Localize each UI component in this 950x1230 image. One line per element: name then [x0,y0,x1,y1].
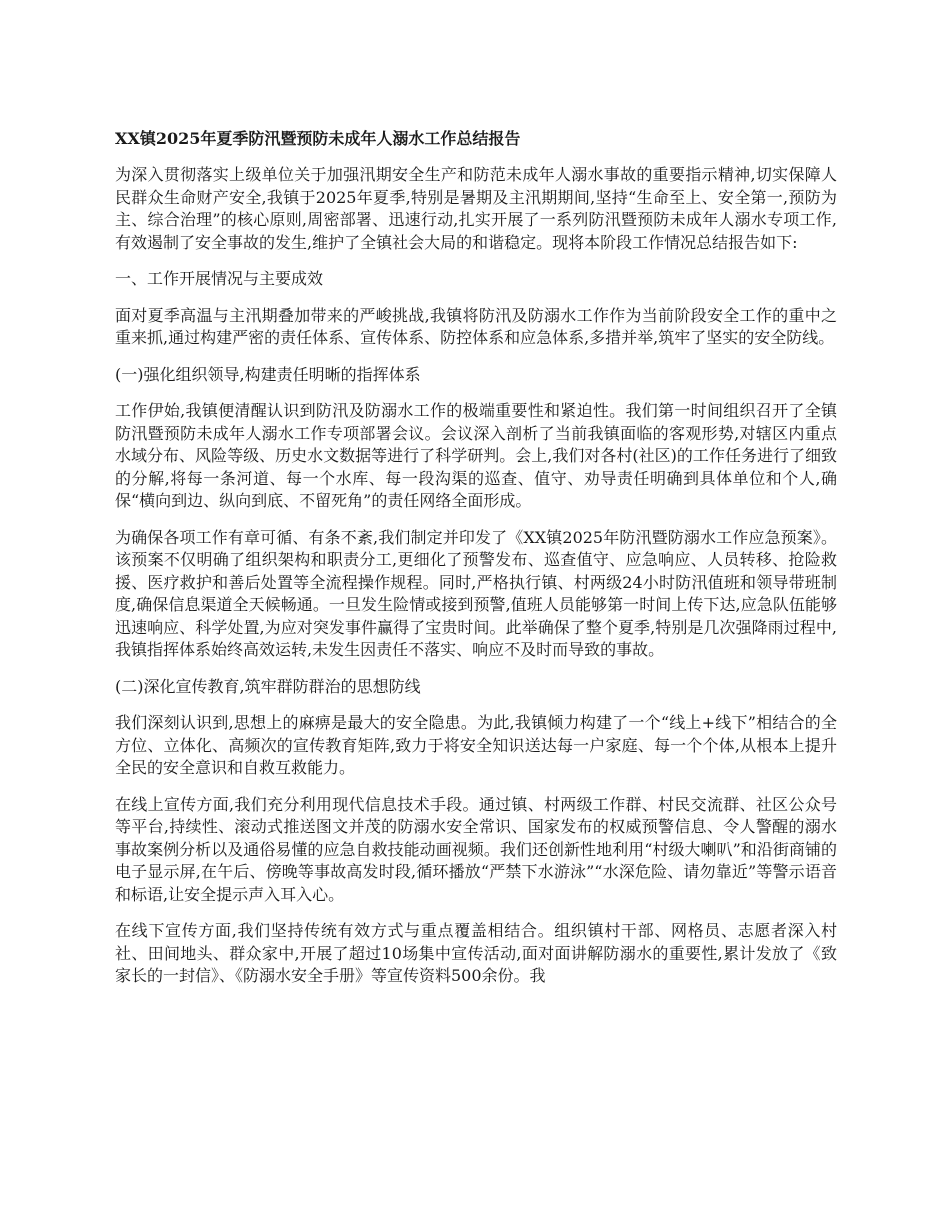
document-page [115,128,837,1002]
document-title: XX镇2025年夏季防汛暨预防未成年人溺水工作总结报告 [115,129,521,148]
subsection-2-paragraph-1: 我们深刻认识到,思想上的麻痹是最大的安全隐患。为此,我镇倾力构建了一个“线上+线下”相结合的全方位、立体化、高频次的宣传教育矩阵,致力于将安全知识送达每一户家庭、每一个个体,从根本上提升全民的安全意识和自救互救能力。 [115,713,837,777]
subsection-heading-1: (一)强化组织领导,构建责任明晰的指挥体系 [115,364,421,384]
subsection-2-paragraph-2: 在线上宣传方面,我们充分利用现代信息技术手段。通过镇、村两级工作群、村民交流群、社区公众号等平台,持续性、滚动式推送图文并茂的防溺水安全常识、国家发布的权威预警信息、令人警醒的溺水事故案例分析以及通俗易懂的应急自救技能动画视频。我们还创新性地利用“村级大喇叭”和沿街商铺的电子显示屏,在午后、傍晚等事故高发时段,循环播放“严禁下水游泳”“水深危险、请勿靠近”等警示语音和标语,让安全提示声入耳入心。 [115,794,837,904]
subsection-heading-2: (二)深化宣传教育,筑牢群防群治的思想防线 [115,676,421,696]
subsection-2-paragraph-3: 在线下宣传方面,我们坚持传统有效方式与重点覆盖相结合。组织镇村干部、网格员、志愿者深入村社、田间地头、群众家中,开展了超过10场集中宣传活动,面对面讲解防溺水的重要性,累计发放了《致家长的一封信》、《防溺水安全手册》等宣传资料500余份。我 [115,921,837,985]
subsection-1-paragraph-2: 为确保各项工作有章可循、有条不紊,我们制定并印发了《XX镇2025年防汛暨防溺水工作应急预案》。该预案不仅明确了组织架构和职责分工,更细化了预警发布、巡查值守、应急响应、人员转移、抢险救援、医疗救护和善后处置等全流程操作规程。同时,严格执行镇、村两级24小时防汛值班和领导带班制度,确保信息渠道全天候畅通。一旦发生险情或接到预警,值班人员能够第一时间上传下达,应急队伍能够迅速响应、科学处置,为应对突发事件赢得了宝贵时间。此举确保了整个夏季,特别是几次强降雨过程中,我镇指挥体系始终高效运转,未发生因责任不落实、响应不及时而导致的事故。 [115,527,837,659]
section-heading-1: 一、工作开展情况与主要成效 [115,269,324,288]
section-1-paragraph: 面对夏季高温与主汛期叠加带来的严峻挑战,我镇将防汛及防溺水工作作为当前阶段安全工作的重中之重来抓,通过构建严密的责任体系、宣传体系、防控体系和应急体系,多措并举,筑牢了坚实的安全防线。 [115,305,837,347]
intro-paragraph: 为深入贯彻落实上级单位关于加强汛期安全生产和防范未成年人溺水事故的重要指示精神,切实保障人民群众生命财产安全,我镇于2025年夏季,特别是暑期及主汛期期间,坚持“生命至上、安全第一,预防为主、综合治理”的核心原则,周密部署、迅速行动,扎实开展了一系列防汛暨预防未成年人溺水专项工作,有效遏制了安全事故的发生,维护了全镇社会大局的和谐稳定。现将本阶段工作情况总结报告如下: [115,165,837,252]
subsection-1-paragraph-1: 工作伊始,我镇便清醒认识到防汛及防溺水工作的极端重要性和紧迫性。我们第一时间组织召开了全镇防汛暨预防未成年人溺水工作专项部署会议。会议深入剖析了当前我镇面临的客观形势,对辖区内重点水域分布、风险等级、历史水文数据等进行了科学研判。会上,我们对各村(社区)的工作任务进行了细致的分解,将每一条河道、每一个水库、每一段沟渠的巡查、值守、劝导责任明确到具体单位和个人,确保“横向到边、纵向到底、不留死角”的责任网络全面形成。 [115,401,837,510]
